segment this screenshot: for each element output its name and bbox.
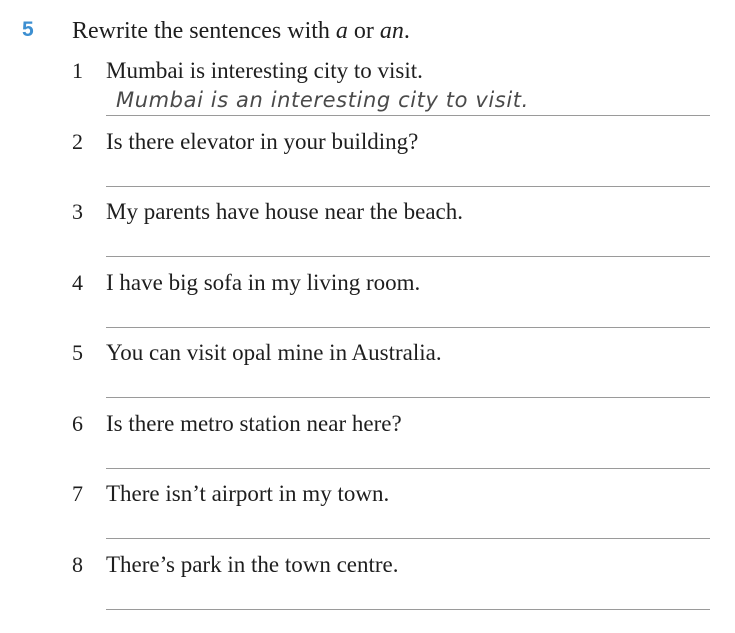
answer-line[interactable] (106, 538, 710, 539)
item-sentence: There’s park in the town centre. (106, 551, 399, 577)
exercise-item (0, 551, 735, 622)
exercise-item (0, 269, 735, 340)
item-sentence: Is there elevator in your building? (106, 128, 419, 154)
item-number: 2 (72, 128, 83, 154)
item-number: 6 (72, 410, 83, 436)
answer-line[interactable] (106, 609, 710, 610)
item-number: 1 (72, 58, 83, 83)
exercise-instruction (72, 16, 410, 46)
handwritten-answer: Mumbai is an interesting city to visit. (116, 88, 529, 112)
item-sentence: You can visit opal mine in Australia. (106, 340, 442, 365)
item-number: 7 (72, 481, 83, 506)
item-sentence: Is there metro station near here? (106, 410, 402, 436)
item-sentence: I have big sofa in my living room. (106, 269, 421, 295)
exercise-item (0, 57, 735, 128)
exercise-item (0, 128, 735, 199)
item-number: 3 (72, 199, 83, 224)
item-sentence: There isn’t airport in my town. (106, 481, 390, 506)
exercise-items (0, 57, 735, 621)
exercise-item (0, 410, 735, 481)
answer-line[interactable] (106, 327, 710, 328)
answer-line[interactable] (106, 397, 710, 398)
instruction-prefix: Rewrite the sentences with (72, 18, 336, 44)
exercise-item (0, 339, 735, 410)
item-sentence: Mumbai is interesting city to visit. (106, 58, 423, 83)
exercise-item (0, 198, 735, 269)
instruction-word-a: a (335, 18, 348, 44)
item-number: 4 (72, 269, 83, 295)
instruction-word-an: an (379, 18, 404, 44)
exercise-item (0, 480, 735, 551)
item-sentence: My parents have house near the beach. (106, 199, 463, 224)
answer-line[interactable] (106, 115, 710, 116)
item-number: 5 (72, 340, 83, 365)
exercise-number: 5 (22, 18, 34, 41)
answer-line[interactable] (106, 256, 710, 257)
answer-line[interactable] (106, 468, 710, 469)
item-number: 8 (72, 551, 83, 577)
answer-line[interactable] (106, 186, 710, 187)
instruction-or: or (347, 18, 380, 44)
instruction-suffix: . (403, 18, 410, 44)
